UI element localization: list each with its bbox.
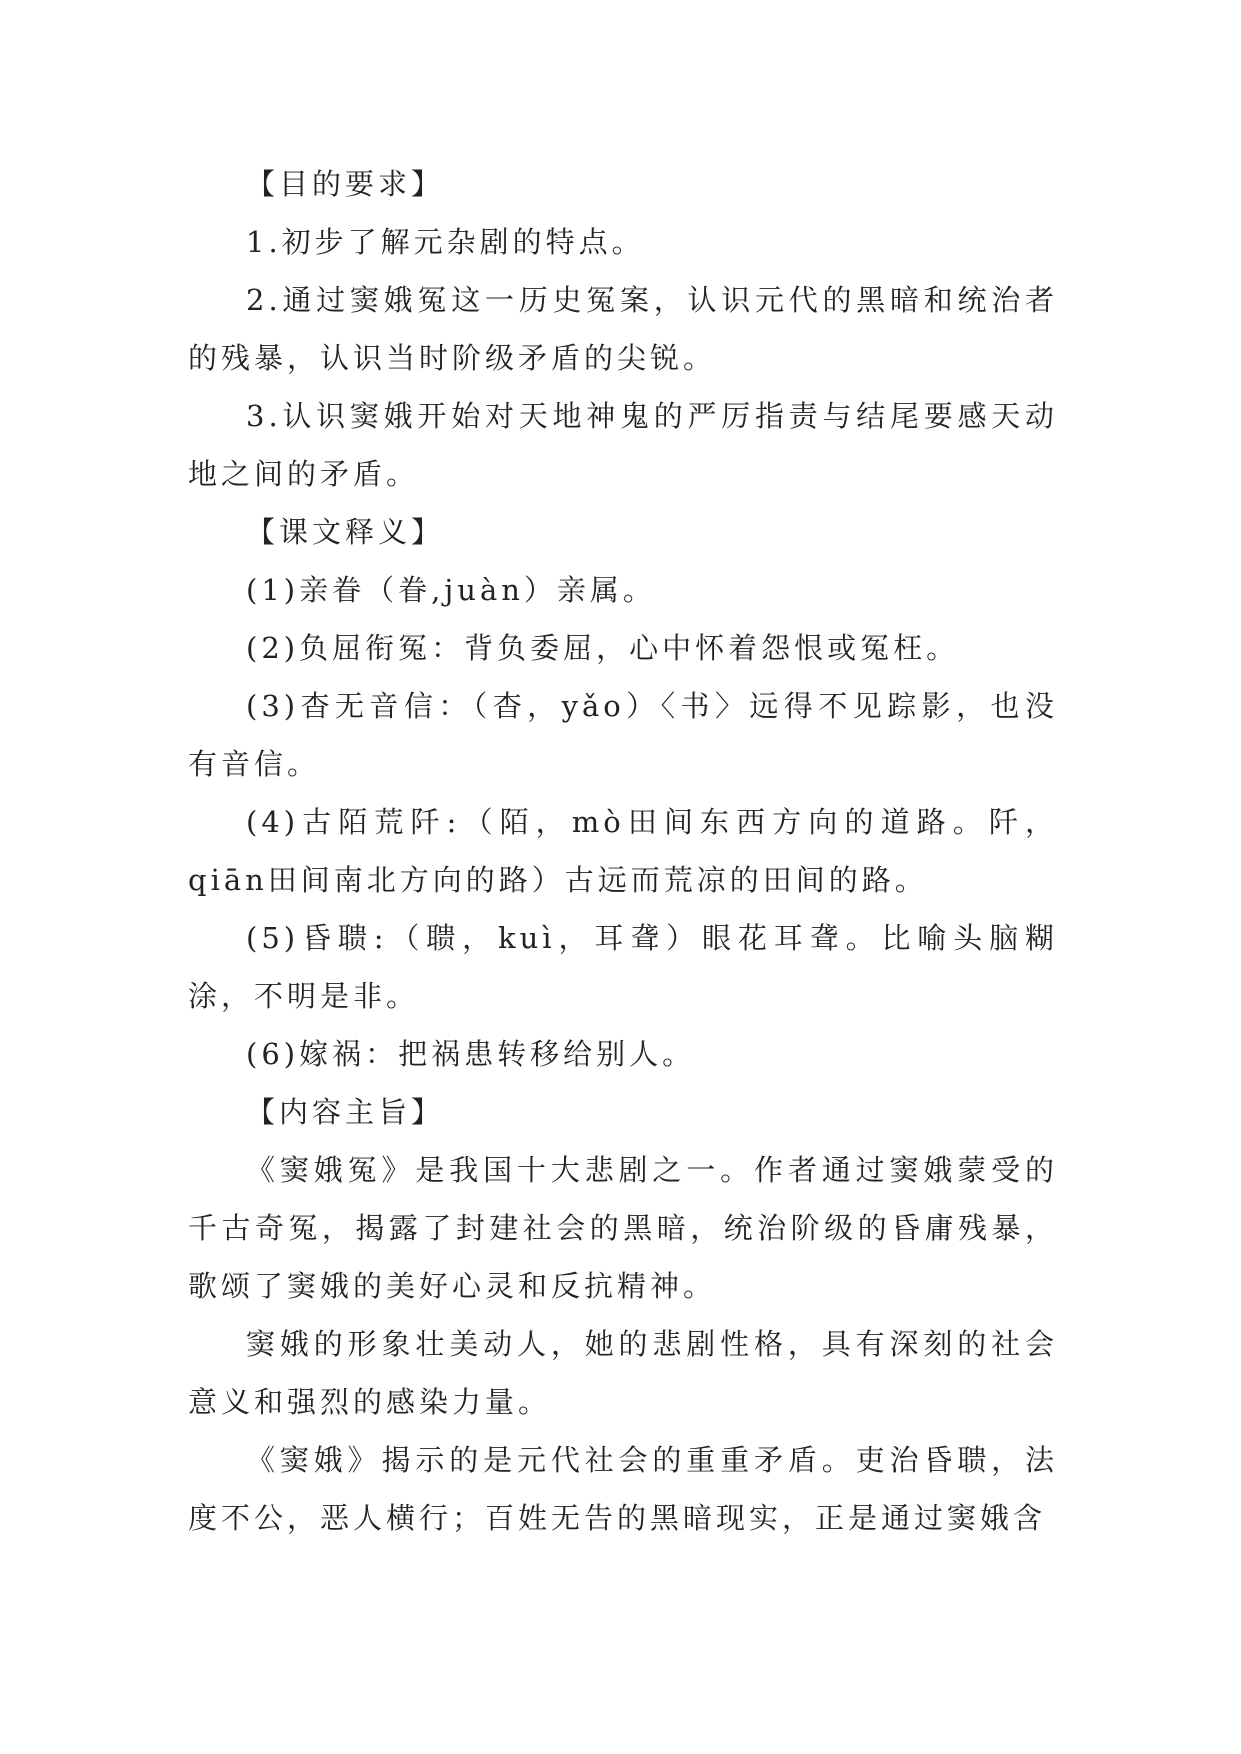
theme-paragraph-2: 窦娥的形象壮美动人，她的悲剧性格，具有深刻的社会意义和强烈的感染力量。 xyxy=(188,1327,1058,1419)
glossary-item-5: (5)昏聩:（聩，kuì，耳聋）眼花耳聋。比喻头脑糊涂，不明是非。 xyxy=(188,921,1058,1013)
glossary-item-4: (4)古陌荒阡:（陌，mò田间东西方向的道路。阡，qiān田间南北方向的路）古远而荒凉的田间的路。 xyxy=(188,805,1058,897)
glossary-item-2: (2)负屈衔冤：背负委屈，心中怀着怨恨或冤枉。 xyxy=(246,631,960,665)
section-heading-glossary: 【课文释义】 xyxy=(246,515,445,549)
section-heading-objectives: 【目的要求】 xyxy=(246,167,445,201)
section-heading-theme: 【内容主旨】 xyxy=(246,1095,445,1129)
theme-paragraph-1: 《窦娥冤》是我国十大悲剧之一。作者通过窦娥蒙受的千古奇冤，揭露了封建社会的黑暗，统治阶级的昏庸残暴，歌颂了窦娥的美好心灵和反抗精神。 xyxy=(188,1153,1058,1303)
glossary-item-6: (6)嫁祸：把祸患转移给别人。 xyxy=(246,1037,696,1071)
objective-item-2: 2.通过窦娥冤这一历史冤案，认识元代的黑暗和统治者的残暴，认识当时阶级矛盾的尖锐。 xyxy=(188,283,1058,375)
objective-item-3: 3.认识窦娥开始对天地神鬼的严厉指责与结尾要感天动地之间的矛盾。 xyxy=(188,399,1058,491)
glossary-item-3: (3)杳无音信：（杳，yǎo）〈书〉远得不见踪影，也没有音信。 xyxy=(188,689,1058,781)
document-page xyxy=(188,155,1058,1547)
theme-paragraph-3: 《窦娥》揭示的是元代社会的重重矛盾。吏治昏聩，法度不公，恶人横行；百姓无告的黑暗现实，正是通过窦娥含 xyxy=(188,1443,1058,1535)
glossary-item-1: (1)亲眷（眷,juàn）亲属。 xyxy=(246,573,656,607)
objective-item-1: 1.初步了解元杂剧的特点。 xyxy=(246,225,645,259)
